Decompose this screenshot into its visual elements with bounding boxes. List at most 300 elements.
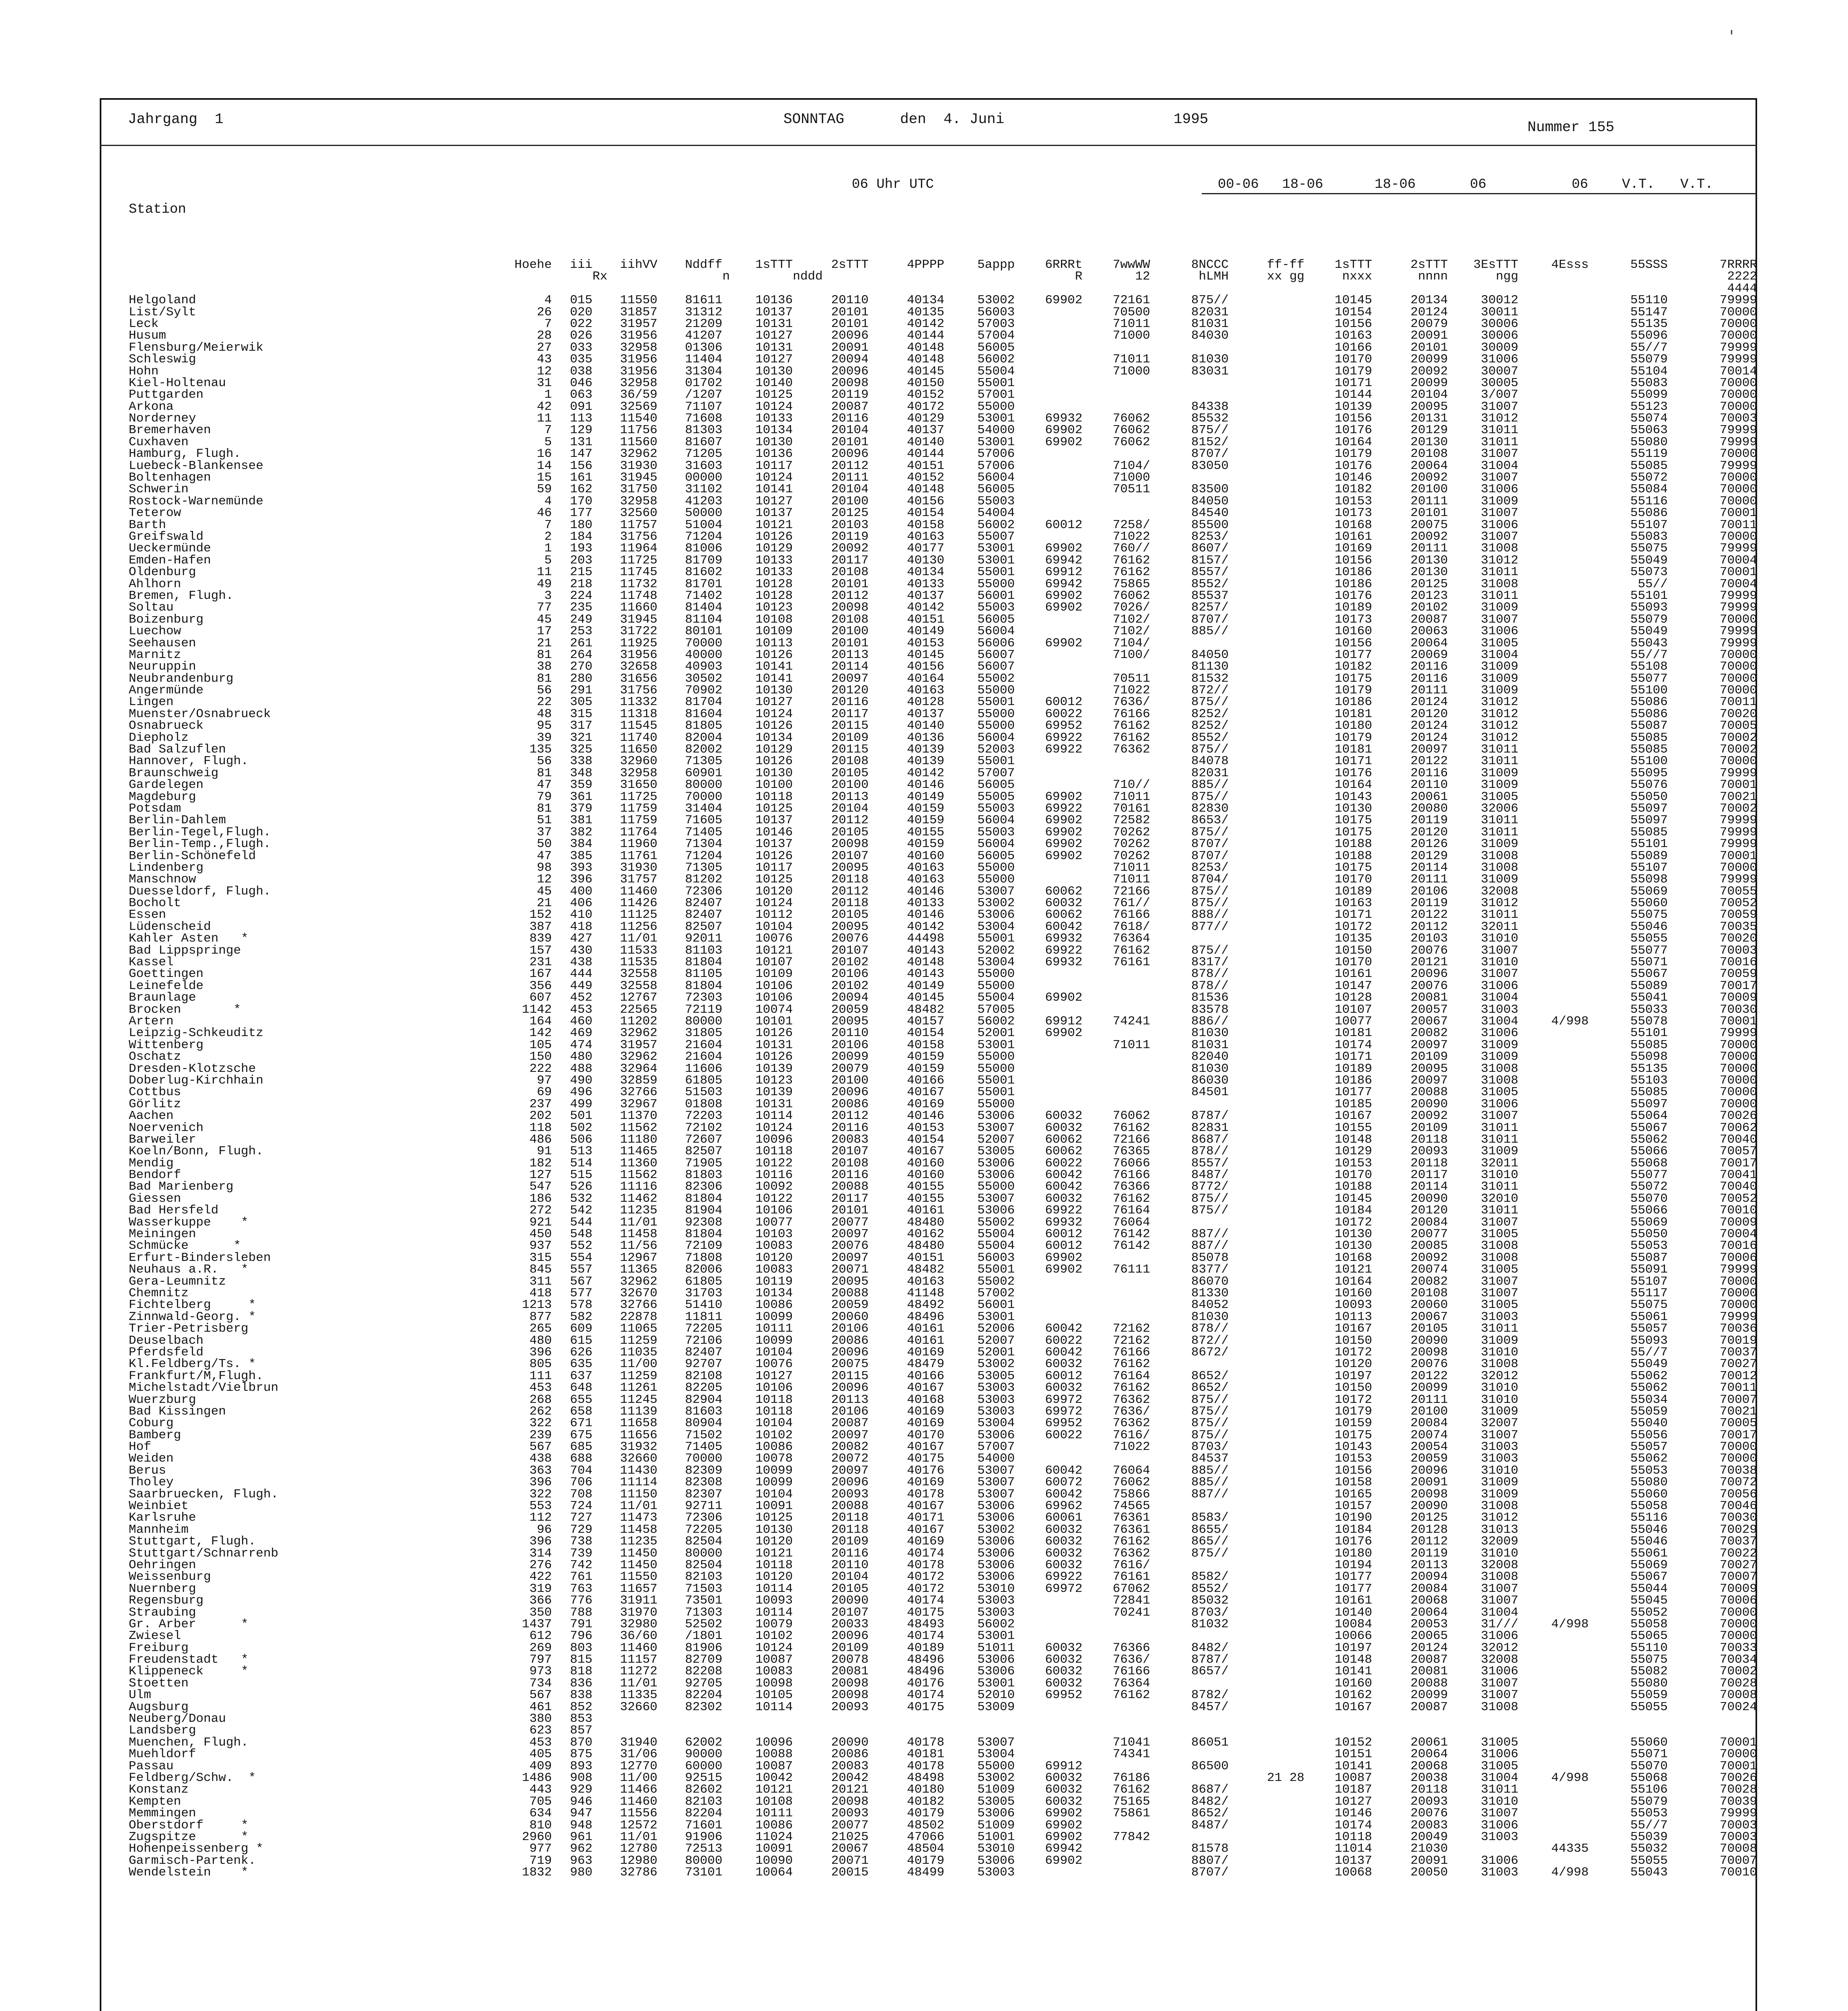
table-cell: 11657 <box>620 1581 658 1596</box>
table-cell <box>1229 483 1304 495</box>
table-cell: 7026/ <box>1112 600 1150 615</box>
table-cell: 405 <box>529 1747 552 1762</box>
table-cell <box>1518 1276 1589 1287</box>
table-cell: 55110 <box>1630 293 1668 308</box>
table-cell: 20113 <box>831 1392 869 1407</box>
table-cell: 20098 <box>831 376 869 390</box>
table-cell <box>1229 1358 1304 1370</box>
table-cell: 50000 <box>685 506 723 520</box>
table-cell: 40161 <box>907 1333 945 1348</box>
table-cell <box>1518 1476 1589 1488</box>
table-cell: 21 28 <box>1267 1771 1305 1785</box>
table-cell: 97 <box>537 1073 552 1088</box>
table-cell: 70000 <box>1719 1097 1757 1111</box>
table-cell: 31005 <box>1481 1735 1519 1750</box>
table-row <box>100 1737 1757 1748</box>
table-cell: 79999 <box>1719 1806 1757 1821</box>
table-cell: 31945 <box>620 471 658 485</box>
table-cell: 10091 <box>755 1499 793 1513</box>
table-cell: 5 <box>544 435 552 449</box>
table-cell <box>1518 306 1589 318</box>
table-cell: 48496 <box>907 1310 945 1324</box>
table-cell: 69922 <box>1045 1203 1083 1218</box>
table-cell <box>1518 294 1589 306</box>
table-cell: 53002 <box>977 1522 1015 1537</box>
table-cell: 70012 <box>1719 1369 1757 1383</box>
table-cell: 10130 <box>1334 1239 1372 1253</box>
table-cell: 82040 <box>1191 1050 1229 1064</box>
table-cell: 20083 <box>1410 1818 1448 1832</box>
table-cell: 10182 <box>1334 660 1372 674</box>
table-cell: 57007 <box>977 1440 1015 1454</box>
table-cell: 11430 <box>620 1463 658 1478</box>
table-cell <box>1150 1358 1229 1370</box>
table-cell <box>1082 1760 1150 1772</box>
table-cell: 31008 <box>1481 577 1519 591</box>
table-cell: 60032 <box>1045 1357 1083 1372</box>
table-cell: 70056 <box>1719 1487 1757 1501</box>
table-cell: 10168 <box>1334 518 1372 532</box>
table-cell <box>1015 460 1082 472</box>
table-cell: 10121 <box>755 1546 793 1561</box>
table-cell: 48480 <box>907 1215 945 1230</box>
table-cell: 10156 <box>1334 411 1372 426</box>
table-cell: 091 <box>570 399 593 414</box>
table-cell: 20096 <box>831 329 869 343</box>
table-cell: 878// <box>1191 1144 1229 1159</box>
table-cell: 60032 <box>1045 1641 1083 1655</box>
table-cell: 55000 <box>977 399 1015 414</box>
table-cell <box>1015 614 1082 625</box>
table-cell: 31007 <box>1481 967 1519 981</box>
station-name: Nuernberg <box>129 1581 196 1596</box>
table-cell: 55101 <box>1630 837 1668 851</box>
table-cell: 10077 <box>755 1215 793 1230</box>
table-cell <box>1082 507 1150 519</box>
table-cell: 20098 <box>831 1688 869 1703</box>
table-cell: 92515 <box>685 1771 723 1785</box>
table-cell: 20104 <box>831 1570 869 1584</box>
station-name: Passau <box>129 1759 174 1773</box>
table-cell: 31009 <box>1481 872 1519 887</box>
table-cell: 31004 <box>1481 991 1519 1005</box>
table-cell: 10130 <box>1334 1227 1372 1242</box>
table-row <box>100 1252 1757 1264</box>
table-cell: 31003 <box>1481 1440 1519 1454</box>
table-cell: 56005 <box>977 778 1015 792</box>
col2-16 <box>1589 271 1668 282</box>
table-cell: 20115 <box>831 719 869 733</box>
table-cell: 55107 <box>1630 1274 1668 1289</box>
table-cell: 54000 <box>977 423 1015 438</box>
table-cell: 60042 <box>1045 1463 1083 1478</box>
table-cell: 10174 <box>1334 1818 1372 1832</box>
table-cell: 20063 <box>1410 624 1448 639</box>
table-cell: 20097 <box>831 1463 869 1478</box>
table-cell: 10171 <box>1334 376 1372 390</box>
table-cell <box>1082 1098 1150 1110</box>
table-cell: 55062 <box>1630 1132 1668 1147</box>
table-cell: 10171 <box>1334 754 1372 769</box>
table-row <box>100 1583 1757 1595</box>
table-row <box>100 909 1757 921</box>
table-cell: 40128 <box>907 695 945 709</box>
table-cell <box>1015 1276 1082 1287</box>
table-cell: 291 <box>570 683 593 698</box>
table-cell: 406 <box>570 896 593 911</box>
table-cell: 363 <box>529 1463 552 1478</box>
table-cell: 265 <box>529 1322 552 1336</box>
table-cell: 40153 <box>907 636 945 650</box>
table-row <box>100 389 1757 401</box>
table-cell: 82507 <box>685 1144 723 1159</box>
table-cell <box>1518 448 1589 460</box>
table-cell: 22565 <box>620 1002 658 1017</box>
table-cell: 45 <box>537 612 552 627</box>
table-cell: 10155 <box>1334 1121 1372 1135</box>
table-cell: 10113 <box>755 636 793 650</box>
table-cell: 55003 <box>977 600 1015 615</box>
station-name: Angermünde <box>129 683 204 698</box>
table-cell: 72109 <box>685 1239 723 1253</box>
station-name: Ahlhorn <box>129 577 181 591</box>
table-cell: 961 <box>570 1830 593 1844</box>
table-cell: 40174 <box>907 1629 945 1643</box>
table-cell: 10078 <box>755 1452 793 1466</box>
col-1sttt: 1sTTT <box>755 258 793 272</box>
table-cell: 20129 <box>1410 849 1448 863</box>
table-cell <box>1518 472 1589 483</box>
station-name: Helgoland <box>129 293 196 308</box>
table-cell <box>1518 1453 1589 1464</box>
table-cell: 31005 <box>1481 1263 1519 1277</box>
table-cell <box>1518 1134 1589 1145</box>
table-cell: 046 <box>570 376 593 390</box>
table-cell: 10175 <box>1334 1428 1372 1442</box>
table-cell: 82204 <box>685 1806 723 1821</box>
table-cell: 55072 <box>1630 1180 1668 1194</box>
table-cell: 55050 <box>1630 790 1668 804</box>
table-cell: 76162 <box>1112 1191 1150 1206</box>
table-cell: 20112 <box>831 813 869 828</box>
table-cell: 81 <box>537 801 552 816</box>
table-row <box>100 1489 1757 1500</box>
table-cell: 31008 <box>1481 1239 1519 1253</box>
table-cell: 31008 <box>1481 860 1519 875</box>
table-cell: 49 <box>537 577 552 591</box>
table-row <box>100 1110 1757 1122</box>
table-cell: 20098 <box>1410 1345 1448 1359</box>
table-cell: 70000 <box>685 790 723 804</box>
table-cell: 53007 <box>977 884 1015 899</box>
table-cell: 20082 <box>1410 1026 1448 1040</box>
table-cell: 10131 <box>755 1097 793 1111</box>
table-cell: 53004 <box>977 1416 1015 1431</box>
table-cell: 20094 <box>831 352 869 367</box>
table-row <box>100 980 1757 992</box>
table-cell: 70000 <box>1719 1050 1757 1064</box>
table-cell: 635 <box>570 1357 593 1372</box>
table-cell: 55107 <box>1630 518 1668 532</box>
table-cell: 11/01 <box>620 1830 658 1844</box>
table-cell: 70000 <box>1719 660 1757 674</box>
date: den 4. Juni <box>900 111 1005 127</box>
table-cell: 31007 <box>1481 506 1519 520</box>
table-cell: 10124 <box>755 471 793 485</box>
table-cell <box>1229 992 1304 1003</box>
table-cell <box>1229 1335 1304 1347</box>
table-cell: 85532 <box>1191 411 1229 426</box>
table-cell: 80904 <box>685 1416 723 1431</box>
table-cell: 55055 <box>1630 931 1668 946</box>
col2-0 <box>500 271 552 282</box>
table-cell: 70038 <box>1719 1463 1757 1478</box>
table-cell: 20118 <box>1410 1132 1448 1147</box>
table-cell <box>1229 767 1304 779</box>
table-cell <box>1229 968 1304 980</box>
table-cell: 20084 <box>1410 1581 1448 1596</box>
table-cell: 231 <box>529 955 552 970</box>
station-name: Pferdsfeld <box>129 1345 204 1359</box>
table-cell: 20092 <box>1410 1250 1448 1265</box>
table-cell: 20099 <box>1410 1688 1448 1703</box>
table-cell: 55002 <box>977 1274 1015 1289</box>
table-cell: 20100 <box>831 778 869 792</box>
table-cell: 55001 <box>977 695 1015 709</box>
table-cell: 269 <box>529 1641 552 1655</box>
table-cell <box>1150 933 1229 944</box>
table-cell: 69952 <box>1045 719 1083 733</box>
table-cell: 637 <box>570 1369 593 1383</box>
table-cell: 379 <box>570 801 593 816</box>
table-cell: 20102 <box>1410 600 1448 615</box>
table-cell: 69922 <box>1045 742 1083 757</box>
table-cell: 84050 <box>1191 648 1229 662</box>
table-cell: 20095 <box>1410 1061 1448 1076</box>
table-row <box>100 1807 1757 1819</box>
table-cell <box>1518 897 1589 909</box>
table-cell <box>1229 1205 1304 1216</box>
table-cell <box>1229 850 1304 862</box>
table-cell: 20116 <box>831 1546 869 1561</box>
table-cell: 875// <box>1191 1203 1229 1218</box>
table-cell: 70019 <box>1719 1333 1757 1348</box>
table-cell: 10172 <box>1334 919 1372 934</box>
table-cell: 70020 <box>1719 931 1757 946</box>
table-cell: 40152 <box>907 471 945 485</box>
table-cell: 31012 <box>1481 1511 1519 1525</box>
table-cell: 20050 <box>1410 1865 1448 1880</box>
table-cell: 734 <box>529 1676 552 1690</box>
table-cell: 10077 <box>1334 1014 1372 1028</box>
table-cell: 10174 <box>1334 1038 1372 1052</box>
table-cell: 20103 <box>1410 931 1448 946</box>
station-name: Gardelegen <box>129 778 204 792</box>
station-name: Cuxhaven <box>129 435 189 449</box>
table-cell: 20090 <box>831 1594 869 1608</box>
col-2sttt-b: 2sTTT <box>1410 258 1448 272</box>
table-cell: 20077 <box>831 1215 869 1230</box>
table-cell: 875// <box>1191 1428 1229 1442</box>
table-cell: 31650 <box>620 778 658 792</box>
table-cell: 70057 <box>1719 1144 1757 1159</box>
station-name: Teterow <box>129 506 181 520</box>
table-cell: 10150 <box>1334 1333 1372 1348</box>
table-cell: 10130 <box>755 766 793 780</box>
station-name: Noervenich <box>129 1121 204 1135</box>
table-cell: 20104 <box>831 482 869 497</box>
station-name: Luebeck-Blankensee <box>129 459 263 473</box>
table-cell <box>1229 389 1304 401</box>
table-cell: 82208 <box>685 1664 723 1679</box>
table-cell: 42 <box>537 399 552 414</box>
table-cell: 10141 <box>755 671 793 686</box>
table-cell: 11556 <box>620 1806 658 1821</box>
table-cell: 31011 <box>1481 908 1519 922</box>
station-name: Aachen <box>129 1109 174 1123</box>
table-cell: 31003 <box>1481 1452 1519 1466</box>
table-cell: 10117 <box>755 860 793 875</box>
table-cell: 11/01 <box>620 1499 658 1513</box>
col2-7 <box>944 271 1015 282</box>
table-cell <box>1518 732 1589 744</box>
table-cell: 20130 <box>1410 565 1448 580</box>
table-cell <box>1229 1027 1304 1039</box>
table-cell: 11157 <box>620 1653 658 1667</box>
table-cell: 12 <box>537 364 552 378</box>
table-cell: 322 <box>529 1416 552 1431</box>
table-cell: 10177 <box>1334 1581 1372 1596</box>
table-cell: 86070 <box>1191 1274 1229 1289</box>
table-cell: 51 <box>537 813 552 828</box>
table-cell: 82407 <box>685 1345 723 1359</box>
table-cell <box>1518 814 1589 826</box>
table-cell: 31004 <box>1481 459 1519 473</box>
table-cell: 776 <box>570 1594 593 1608</box>
table-cell: 71304 <box>685 837 723 851</box>
station-name: Schmücke * <box>129 1239 241 1253</box>
table-cell: 69912 <box>1045 1014 1083 1028</box>
table-cell: 70000 <box>1719 447 1757 461</box>
table-cell: 55002 <box>977 671 1015 686</box>
table-cell: 7102/ <box>1112 624 1150 639</box>
table-cell: 10064 <box>755 1865 793 1880</box>
table-cell: 70005 <box>1719 1416 1757 1431</box>
table-cell: 55069 <box>1630 884 1668 899</box>
table-cell: 20081 <box>1410 991 1448 1005</box>
table-cell: 20080 <box>1410 801 1448 816</box>
table-cell <box>1229 720 1304 732</box>
table-cell: 20061 <box>1410 790 1448 804</box>
station-name: Greifswald <box>129 529 204 544</box>
table-cell: 875// <box>1191 293 1229 308</box>
table-cell: 506 <box>570 1132 593 1147</box>
table-cell: 10156 <box>1334 317 1372 331</box>
table-cell: 70000 <box>1719 612 1757 627</box>
table-cell: 8655/ <box>1191 1522 1229 1537</box>
weekday: SONNTAG <box>783 111 845 127</box>
station-name: Neuberg/Donau <box>129 1712 226 1726</box>
table-cell: 72607 <box>685 1132 723 1147</box>
table-cell: 81804 <box>685 979 723 993</box>
station-name: Cottbus <box>129 1085 181 1100</box>
table-cell <box>1229 1855 1304 1867</box>
table-cell <box>1229 1536 1304 1547</box>
station-name: Wuerzburg <box>129 1392 196 1407</box>
table-cell: 70034 <box>1719 1653 1757 1667</box>
table-cell: 31857 <box>620 305 658 319</box>
table-cell <box>1015 767 1082 779</box>
table-cell: 70072 <box>1719 1475 1757 1490</box>
table-cell: 55005 <box>977 790 1015 804</box>
table-cell <box>1518 1713 1589 1725</box>
table-cell: 47066 <box>907 1830 945 1844</box>
table-cell: 20097 <box>831 671 869 686</box>
table-cell: 72205 <box>685 1522 723 1537</box>
table-cell: 71011 <box>1112 1038 1150 1052</box>
table-cell: 8582/ <box>1191 1570 1229 1584</box>
table-cell: 31011 <box>1481 813 1519 828</box>
table-cell: 443 <box>529 1783 552 1797</box>
table-cell: 20099 <box>1410 376 1448 390</box>
table-cell: 53007 <box>977 1463 1015 1478</box>
table-row <box>100 555 1757 566</box>
table-cell: 10168 <box>1334 1250 1372 1265</box>
table-cell: 20109 <box>831 730 869 745</box>
table-cell: 10118 <box>755 1558 793 1572</box>
table-cell: 888// <box>1191 908 1229 922</box>
table-cell: 499 <box>570 1097 593 1111</box>
table-cell: 55076 <box>1630 778 1668 792</box>
table-cell <box>1150 1098 1229 1110</box>
table-cell: 45 <box>537 884 552 899</box>
period-00-06: 00-06 <box>1218 177 1259 192</box>
table-cell <box>1015 496 1082 507</box>
table-row <box>100 1524 1757 1536</box>
table-cell: 20095 <box>831 1274 869 1289</box>
table-cell <box>1015 1595 1082 1606</box>
table-cell: 222 <box>529 1061 552 1076</box>
table-cell: 10148 <box>1334 1132 1372 1147</box>
table-cell: 79999 <box>1719 1310 1757 1324</box>
table-cell: 53006 <box>977 1570 1015 1584</box>
table-cell: 56004 <box>977 730 1015 745</box>
table-cell: 83500 <box>1191 482 1229 497</box>
table-cell: 71022 <box>1112 683 1150 698</box>
table-cell: 98 <box>537 860 552 875</box>
station-name: Zinnwald-Georg. * <box>129 1310 256 1324</box>
table-cell: 10128 <box>1334 991 1372 1005</box>
table-cell: 71503 <box>685 1581 723 1596</box>
table-cell: 70016 <box>1719 1239 1757 1253</box>
table-cell: 8252/ <box>1191 719 1229 733</box>
table-cell: 40178 <box>907 1735 945 1750</box>
table-cell: 112 <box>529 1511 552 1525</box>
table-cell <box>1015 1725 1082 1736</box>
table-cell: 20086 <box>831 1333 869 1348</box>
table-cell: 79999 <box>1719 766 1757 780</box>
table-cell <box>1015 507 1082 519</box>
table-cell: 10137 <box>755 305 793 319</box>
table-row <box>100 1004 1757 1016</box>
table-cell <box>1518 1240 1589 1252</box>
table-cell: 8782/ <box>1191 1688 1229 1703</box>
table-cell: 20108 <box>831 612 869 627</box>
table-cell: 8707/ <box>1191 1865 1229 1880</box>
table-cell: 20111 <box>1410 541 1448 556</box>
table-cell: 20096 <box>831 447 869 461</box>
table-cell: 853 <box>570 1712 593 1726</box>
